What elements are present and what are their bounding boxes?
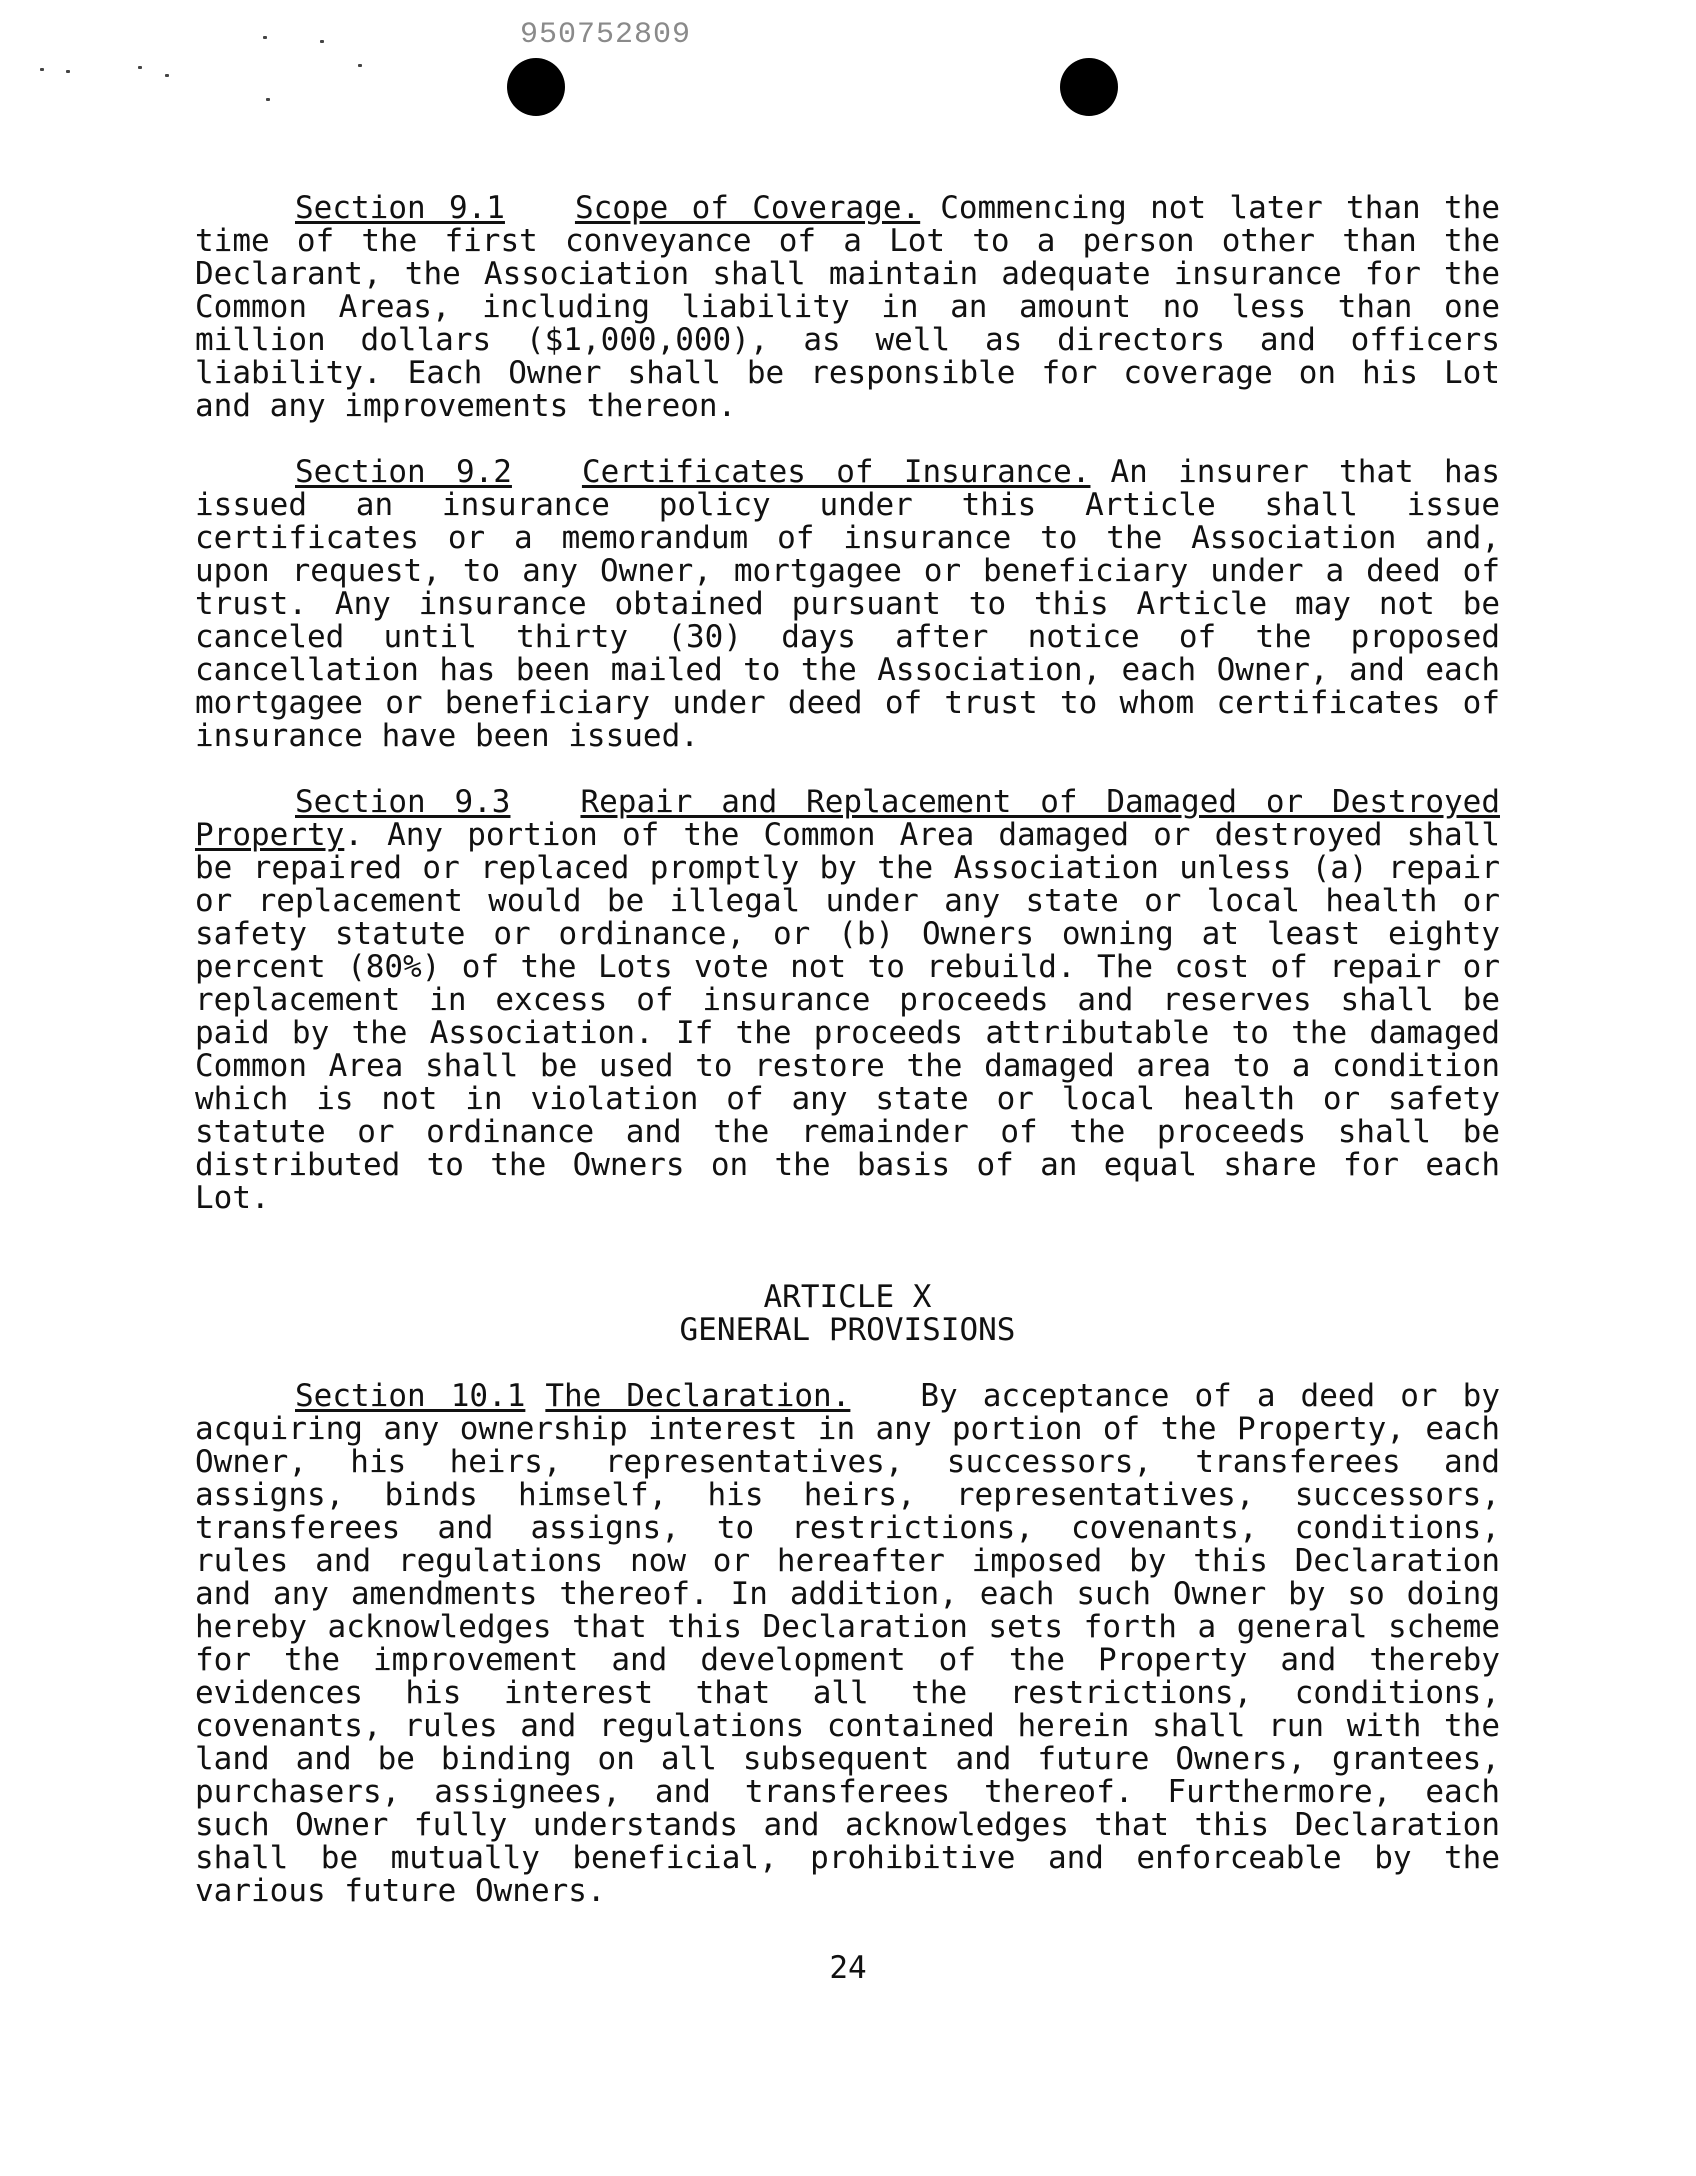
document-stamp-number: 950752809	[520, 18, 692, 52]
section-body: . Any portion of the Common Area damaged or destroyed shall be repaired or replaced promptly by the Association unless (a) repair or replacement would be illegal under any state or local health or safety statute or ordinance, or (b) Owners owning at least eighty percent (80%) of the Lots vote not to rebuild. The cost of repair or replacement in excess of insurance proceeds and reserves shall be paid by the Association. If the proceeds attributable to the damaged Common Area shall be used to restore the damaged area to a condition which is not in violation of any state or local health or safety statute or ordinance and the remainder of the proceeds shall be distributed to the Owners on the basis of an equal share for each Lot.	[195, 817, 1500, 1216]
section-number: Section 9.1	[295, 190, 505, 226]
section-number: Section 10.1	[295, 1378, 526, 1414]
scan-speck	[263, 36, 267, 39]
section-title: Scope of Coverage.	[574, 190, 921, 226]
section-body: By acceptance of a deed or by acquiring any ownership interest in any portion of the Property, each Owner, his heirs, representatives, successors, transferees and assigns, binds himself, his heirs, representatives, successors, transferees and assigns, to restrictions, covenants, conditions, rules and regulations now or hereafter imposed by this Declaration and any amendments thereof. In addition, each such Owner by so doing hereby acknowledges that this Declaration sets forth a general scheme for the improvement and development of the Property and thereby evidences his interest that all the restrictions, conditions, covenants, rules and regulations contained herein shall run with the land and be binding on all subsequent and future Owners, grantees, purchasers, assignees, and transferees thereof. Furthermore, each such Owner fully understands and acknowledges that this Declaration shall be mutually beneficial, prohibitive and enforceable by the various future Owners.	[195, 1378, 1500, 1909]
article-title: GENERAL PROVISIONS	[679, 1312, 1016, 1348]
punch-hole-left	[507, 58, 565, 116]
scan-speck	[165, 74, 169, 77]
punch-hole-right	[1060, 58, 1118, 116]
scan-speck	[358, 64, 362, 67]
section-10-1	[195, 1380, 1500, 1908]
scan-speck	[138, 66, 142, 69]
scan-speck	[66, 70, 70, 73]
section-title: Repair and Replacement of Damaged or Destroyed Property	[195, 784, 1500, 853]
scan-speck	[40, 68, 44, 71]
document-body	[195, 192, 1500, 1908]
article-number: ARTICLE X	[763, 1279, 932, 1315]
section-title: Certificates of Insurance.	[581, 454, 1091, 490]
section-number: Section 9.3	[295, 784, 511, 820]
scan-speck	[320, 40, 324, 43]
page-number: 24	[829, 1950, 867, 1986]
section-9-1	[195, 192, 1500, 423]
section-title: The Declaration.	[545, 1378, 851, 1414]
section-body: An insurer that has issued an insurance policy under this Article shall issue certificates or a memorandum of insurance to the Association and, upon request, to any Owner, mortgagee or beneficiary under a deed of trust. Any insurance obtained pursuant to this Article may not be canceled until thirty (30) days after notice of the proposed cancellation has been mailed to the Association, each Owner, and each mortgagee or beneficiary under deed of trust to whom certificates of insurance have been issued.	[195, 454, 1500, 754]
scan-speck	[266, 98, 270, 101]
section-9-3	[195, 786, 1500, 1215]
section-9-2	[195, 456, 1500, 753]
section-number: Section 9.2	[295, 454, 512, 490]
section-body: Commencing not later than the time of the first conveyance of a Lot to a person other than the Declarant, the Association shall maintain adequate insurance for the Common Areas, including liability in an amount no less than one million dollars ($1,000,000), as well as directors and officers liability. Each Owner shall be responsible for coverage on his Lot and any improvements thereon.	[195, 190, 1500, 424]
article-heading	[195, 1281, 1500, 1347]
